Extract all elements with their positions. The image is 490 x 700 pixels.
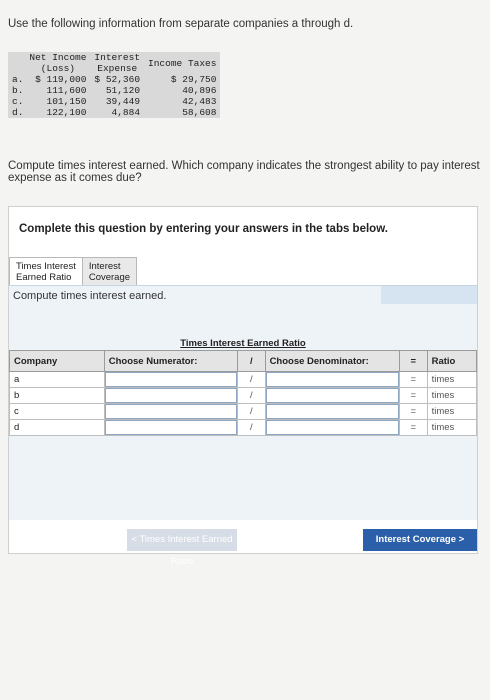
divide-sign: / bbox=[238, 420, 265, 436]
taxes-cell: 42,483 bbox=[182, 96, 217, 107]
row-label: a. bbox=[12, 74, 24, 85]
net-income-cell: 122,100 bbox=[46, 107, 87, 118]
denominator-dropdown[interactable] bbox=[265, 420, 399, 436]
denominator-dropdown[interactable] bbox=[265, 404, 399, 420]
net-income-cell: $ 119,000 bbox=[35, 74, 87, 85]
interest-cell: 39,449 bbox=[105, 96, 141, 107]
header-numerator: Choose Numerator: bbox=[104, 351, 237, 372]
prev-tab-button[interactable]: < Times Interest Earned Ratio bbox=[127, 529, 237, 551]
numerator-dropdown[interactable] bbox=[104, 372, 237, 388]
answer-panel bbox=[8, 206, 478, 567]
ratio-unit: times bbox=[427, 372, 476, 388]
question-text: Compute times interest earned. Which company indicates the strongest ability to pay interest expense as it comes due? bbox=[8, 160, 480, 184]
content-title: Compute times interest earned. bbox=[13, 290, 167, 302]
intro-text: Use the following information from separate companies a through d. bbox=[8, 18, 354, 30]
divide-sign: / bbox=[238, 404, 265, 420]
instructions: Complete this question by entering your answers in the tabs below. bbox=[19, 223, 388, 235]
tab-times-interest-earned[interactable]: Times Interest Earned Ratio bbox=[9, 257, 83, 287]
divide-sign: / bbox=[238, 388, 265, 404]
taxes-cell: 58,608 bbox=[182, 107, 217, 118]
header-company: Company bbox=[10, 351, 105, 372]
denominator-dropdown[interactable] bbox=[265, 372, 399, 388]
ratio-unit: times bbox=[427, 404, 476, 420]
divide-sign: / bbox=[238, 372, 265, 388]
col-blank bbox=[8, 52, 25, 74]
header-strip bbox=[381, 286, 477, 304]
table-row bbox=[10, 388, 477, 404]
company-info-table bbox=[8, 52, 220, 118]
row-label: c. bbox=[12, 96, 24, 107]
company-cell: c bbox=[10, 404, 105, 420]
tab-bar bbox=[9, 257, 137, 287]
company-cell: a bbox=[10, 372, 105, 388]
table-row bbox=[8, 96, 220, 107]
company-cell: d bbox=[10, 420, 105, 436]
table-row bbox=[10, 420, 477, 436]
numerator-dropdown[interactable] bbox=[104, 404, 237, 420]
net-income-cell: 111,600 bbox=[46, 85, 87, 96]
net-income-cell: 101,150 bbox=[46, 96, 87, 107]
taxes-cell: 40,896 bbox=[182, 85, 217, 96]
interest-cell: 51,120 bbox=[105, 85, 141, 96]
header-ratio: Ratio bbox=[427, 351, 476, 372]
numerator-dropdown[interactable] bbox=[104, 388, 237, 404]
taxes-cell: $ 29,750 bbox=[170, 74, 217, 85]
col-interest-expense: Interest Expense bbox=[94, 52, 141, 74]
table-row bbox=[8, 85, 220, 96]
tab-content bbox=[9, 285, 477, 520]
equals-sign: = bbox=[399, 388, 427, 404]
ratio-unit: times bbox=[427, 420, 476, 436]
equals-sign: = bbox=[399, 420, 427, 436]
ratio-table bbox=[9, 350, 477, 436]
row-label: b. bbox=[12, 85, 24, 96]
table-row bbox=[10, 372, 477, 388]
table-row bbox=[8, 107, 220, 118]
header-divide: / bbox=[238, 351, 265, 372]
interest-cell: $ 52,360 bbox=[94, 74, 141, 85]
next-tab-button[interactable]: Interest Coverage > bbox=[363, 529, 477, 551]
row-label: d. bbox=[12, 107, 24, 118]
table-row bbox=[10, 404, 477, 420]
tab-interest-coverage[interactable]: Interest Coverage bbox=[83, 257, 137, 287]
equals-sign: = bbox=[399, 404, 427, 420]
col-income-taxes: Income Taxes bbox=[148, 57, 217, 69]
header-denominator: Choose Denominator: bbox=[265, 351, 399, 372]
ratio-unit: times bbox=[427, 388, 476, 404]
equals-sign: = bbox=[399, 372, 427, 388]
header-equals: = bbox=[399, 351, 427, 372]
interest-cell: 4,884 bbox=[111, 107, 141, 118]
ratio-table-title: Times Interest Earned Ratio bbox=[180, 338, 306, 349]
numerator-dropdown[interactable] bbox=[104, 420, 237, 436]
company-cell: b bbox=[10, 388, 105, 404]
col-net-income: Net Income (Loss) bbox=[29, 52, 87, 74]
table-row bbox=[8, 74, 220, 85]
denominator-dropdown[interactable] bbox=[265, 388, 399, 404]
